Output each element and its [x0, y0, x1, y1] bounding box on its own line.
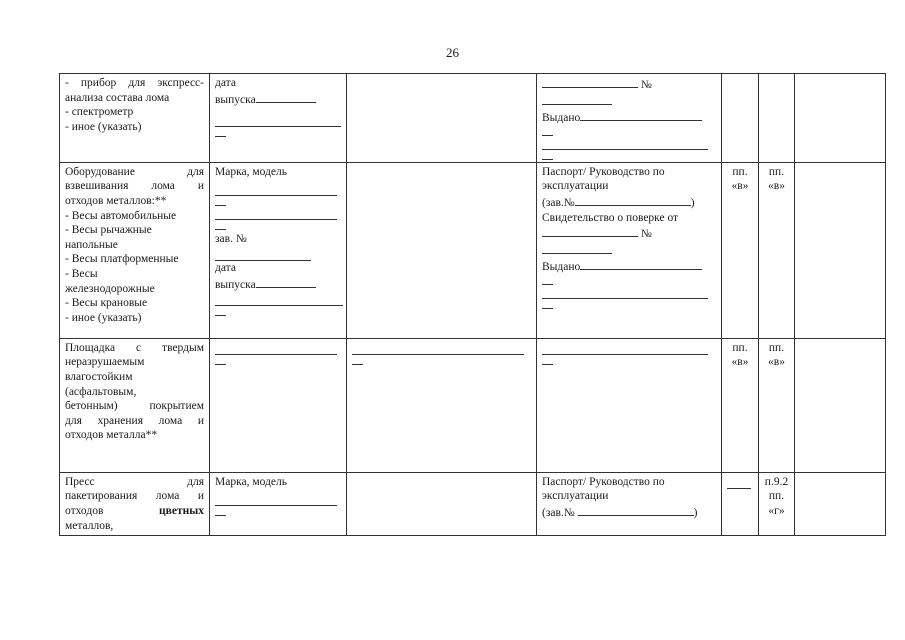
blank-line [256, 91, 316, 103]
clause-line: «в» [731, 180, 749, 193]
table-row [60, 472, 886, 535]
blank-line [352, 341, 524, 355]
blank-line [727, 475, 751, 489]
clause-cell [722, 162, 759, 338]
equipment-cell [60, 472, 210, 535]
release-label: выпуска [215, 93, 256, 106]
clause-cell [759, 472, 795, 535]
blank-line [542, 126, 553, 136]
details-cell [210, 338, 347, 472]
serial-label: зав. № [215, 233, 247, 246]
equipment-line: Пресс для [65, 475, 204, 488]
passport-label: Паспорт/ Руководство по [542, 165, 665, 178]
clause-line: пп. [732, 341, 748, 354]
equipment-line: взвешивания лома и [65, 180, 204, 193]
equipment-line: - Весы платформенные [65, 253, 179, 266]
clause-line: «в» [768, 180, 785, 193]
blank-line [542, 225, 638, 237]
blank-line [352, 355, 363, 365]
equipment-line: - Весы крановые [65, 297, 148, 310]
equipment-line: пакетирования лома и [65, 490, 204, 503]
serial-label: (зав.№ [542, 506, 575, 519]
equipment-line: неразрушаемым [65, 356, 145, 369]
empty-cell [795, 472, 886, 535]
equipment-cell [60, 74, 210, 163]
equipment-line: - спектрометр [65, 106, 134, 119]
blank-line [215, 292, 343, 306]
clause-line: «г» [768, 504, 785, 517]
blank-line [215, 113, 341, 127]
clause-cell [759, 338, 795, 472]
blank-line [215, 506, 226, 516]
blank-line [215, 182, 337, 196]
documents-cell: Паспорт/ Руководство по эксплуатации (зав.№ ) Свидетельство о поверке от № Выдано [537, 162, 722, 338]
blank-line [215, 306, 226, 316]
equipment-line: отходов металлов:** [65, 194, 167, 207]
blank-line [542, 136, 708, 150]
table-row [60, 162, 886, 338]
empty-cell [347, 74, 537, 163]
brand-label: Марка, модель [215, 165, 287, 178]
equipment-line: металлов, [65, 519, 114, 532]
empty-cell [795, 74, 886, 163]
empty-cell [759, 74, 795, 163]
equipment-line-bold: цветных [159, 504, 204, 517]
number-label: № [640, 79, 652, 91]
equipment-line: Оборудование для [65, 165, 204, 178]
blank-line [215, 492, 337, 506]
operation-label: эксплуатации [542, 490, 609, 503]
blank-line [215, 127, 226, 137]
equipment-line: - иное (указать) [65, 311, 142, 324]
equipment-line: отходов [65, 504, 104, 517]
equipment-line: для хранения лома и [65, 414, 204, 427]
empty-cell [795, 162, 886, 338]
blank-line [542, 285, 708, 299]
blank-line [215, 341, 337, 355]
serial-label: (зав.№ [542, 196, 575, 209]
blank-line [580, 109, 702, 121]
documents-cell [537, 338, 722, 472]
blank-line [215, 206, 337, 220]
blank-line [542, 355, 553, 365]
empty-cell [722, 74, 759, 163]
equipment-line: железнодорожные [65, 282, 155, 295]
blank-line [542, 242, 612, 254]
blank-line [215, 196, 226, 206]
clause-line: пп. [768, 341, 785, 354]
clause-line: пп. [768, 490, 785, 503]
clause-line: «в» [731, 356, 749, 369]
equipment-cell [60, 162, 210, 338]
issued-label: Выдано [542, 261, 581, 274]
blank-line [575, 194, 691, 206]
equipment-line: влагостойким [65, 370, 133, 383]
equipment-line: - иное (указать) [65, 120, 142, 133]
equipment-line: - Весы рычажные [65, 224, 152, 237]
documents-cell [537, 74, 722, 163]
brand-label: Марка, модель [215, 475, 287, 488]
blank-line [215, 247, 311, 261]
documents-cell: Паспорт/ Руководство по эксплуатации (зав.№ ) [537, 472, 722, 535]
equipment-line: (асфальтовым, [65, 385, 137, 398]
equipment-line: отходов металла** [65, 429, 158, 442]
clause-cell [722, 472, 759, 535]
table-row [60, 338, 886, 472]
date-label: дата [215, 261, 236, 274]
blank-line [215, 220, 226, 230]
equipment-table [59, 73, 886, 536]
clause-line: пп. [768, 165, 785, 178]
clause-cell [722, 338, 759, 472]
equipment-line: - прибор для экспресс- [65, 77, 204, 89]
empty-cell [347, 162, 537, 338]
equipment-line: Площадка с твердым [65, 341, 204, 354]
equipment-line: - Весы автомобильные [65, 209, 177, 222]
page-number: 26 [446, 45, 459, 60]
blank-line [580, 258, 702, 270]
equipment-line: анализа состава лома [65, 91, 170, 104]
release-label: выпуска [215, 278, 256, 291]
details-cell [210, 162, 347, 338]
number-label: № [640, 228, 652, 241]
date-label: дата [215, 77, 236, 89]
clause-line: п.9.2 [764, 475, 789, 488]
operation-label: эксплуатации [542, 180, 609, 193]
blank-line [542, 150, 553, 160]
clause-cell [759, 162, 795, 338]
table-row [60, 74, 886, 163]
issued-label: Выдано [542, 112, 581, 125]
equipment-line: - Весы [65, 267, 98, 280]
blank-line [215, 355, 226, 365]
clause-line: «в» [768, 356, 785, 369]
details-cell [347, 338, 537, 472]
blank-line [578, 504, 694, 516]
empty-cell [795, 338, 886, 472]
blank-line [542, 275, 553, 285]
equipment-cell [60, 338, 210, 472]
details-cell [210, 74, 347, 163]
blank-line [542, 93, 612, 105]
equipment-line: бетонным) покрытием [65, 400, 204, 413]
blank-line [256, 276, 316, 288]
blank-line [542, 299, 553, 309]
clause-line: пп. [732, 165, 748, 178]
blank-line [542, 76, 638, 88]
passport-label: Паспорт/ Руководство по [542, 475, 665, 488]
blank-line [542, 341, 708, 355]
equipment-line: напольные [65, 238, 118, 251]
empty-cell [347, 472, 537, 535]
details-cell [210, 472, 347, 535]
certificate-label: Свидетельство о поверке от [542, 211, 679, 224]
